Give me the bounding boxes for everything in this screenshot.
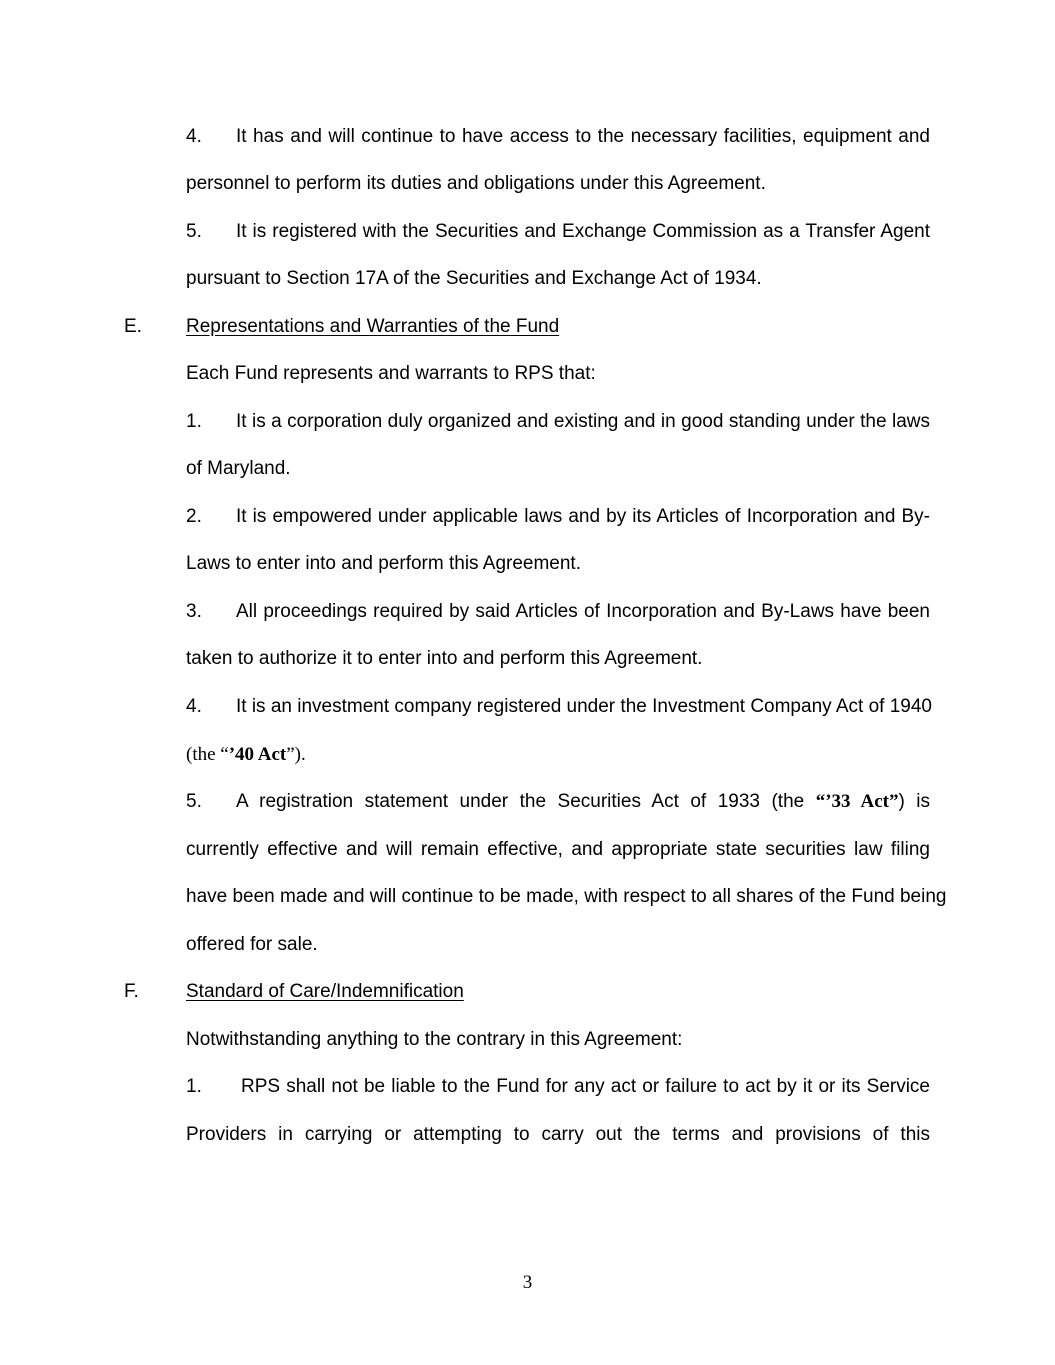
item-text: A registration statement under the Securities Act of 1933 (the	[236, 791, 805, 812]
section-e-heading: Representations and Warranties of the Fund	[186, 316, 560, 337]
item-text-suffix: ) is	[898, 791, 930, 812]
defined-term-suffix: ”).	[286, 744, 306, 765]
paragraph-e1-line1	[186, 410, 930, 434]
item-number: 3.	[186, 601, 202, 622]
paragraph-e1-line2: of Maryland.	[186, 458, 291, 479]
paragraph-d5-line2: pursuant to Section 17A of the Securities and Exchange Act of 1934.	[186, 268, 762, 289]
item-text: It has and will continue to have access to the necessary facilities, equipment and	[236, 126, 930, 147]
paragraph-e2-line2: Laws to enter into and perform this Agreement.	[186, 553, 581, 574]
item-number: 2.	[186, 506, 202, 527]
paragraph-e3-line1	[186, 600, 930, 624]
item-number: 5.	[186, 791, 202, 812]
paragraph-e5-line1	[186, 790, 930, 814]
section-e-letter: E.	[124, 316, 142, 337]
paragraph-e2-line1	[186, 505, 930, 529]
item-number: 1.	[186, 411, 202, 432]
item-text: All proceedings required by said Articles of Incorporation and By-Laws have been	[236, 601, 930, 622]
item-text: RPS shall not be liable to the Fund for any act or failure to act by it or its Service	[241, 1076, 930, 1097]
paragraph-d4-line1	[186, 125, 930, 149]
defined-term-prefix: (the “	[186, 744, 229, 765]
section-f-letter: F.	[124, 981, 139, 1002]
paragraph-f1-line1	[186, 1075, 930, 1099]
item-text: It is registered with the Securities and Exchange Commission as a Transfer Agent	[236, 221, 930, 242]
item-number: 5.	[186, 221, 202, 242]
paragraph-f1-line2: Providers in carrying or attempting to carry out the terms and provisions of this	[186, 1124, 930, 1145]
section-f-heading: Standard of Care/Indemnification	[186, 981, 464, 1002]
defined-term-40-act: ’40 Act	[228, 744, 287, 765]
paragraph-e5-line2: currently effective and will remain effective, and appropriate state securities law filing	[186, 839, 930, 860]
paragraph-e3-line2: taken to authorize it to enter into and perform this Agreement.	[186, 648, 703, 669]
paragraph-e5-line4: offered for sale.	[186, 934, 318, 955]
paragraph-e4-line1	[186, 695, 930, 719]
item-text: It is empowered under applicable laws and by its Articles of Incorporation and By-	[236, 506, 930, 527]
section-e-intro: Each Fund represents and warrants to RPS that:	[186, 363, 596, 384]
paragraph-d5-line1	[186, 220, 930, 244]
item-text: It is a corporation duly organized and existing and in good standing under the laws	[236, 411, 930, 432]
item-number: 4.	[186, 126, 202, 147]
item-text: It is an investment company registered under the Investment Company Act of 1940	[236, 696, 932, 717]
section-f-intro: Notwithstanding anything to the contrary in this Agreement:	[186, 1029, 683, 1050]
paragraph-e4-line2	[186, 743, 930, 767]
paragraph-d4-line2: personnel to perform its duties and obligations under this Agreement.	[186, 173, 766, 194]
item-number: 1.	[186, 1076, 202, 1097]
paragraph-e5-line3: have been made and will continue to be made, with respect to all shares of the Fund being	[186, 886, 947, 907]
item-number: 4.	[186, 696, 202, 717]
page-number: 3	[522, 1272, 533, 1293]
defined-term-33-act: “’33 Act”	[815, 791, 899, 812]
